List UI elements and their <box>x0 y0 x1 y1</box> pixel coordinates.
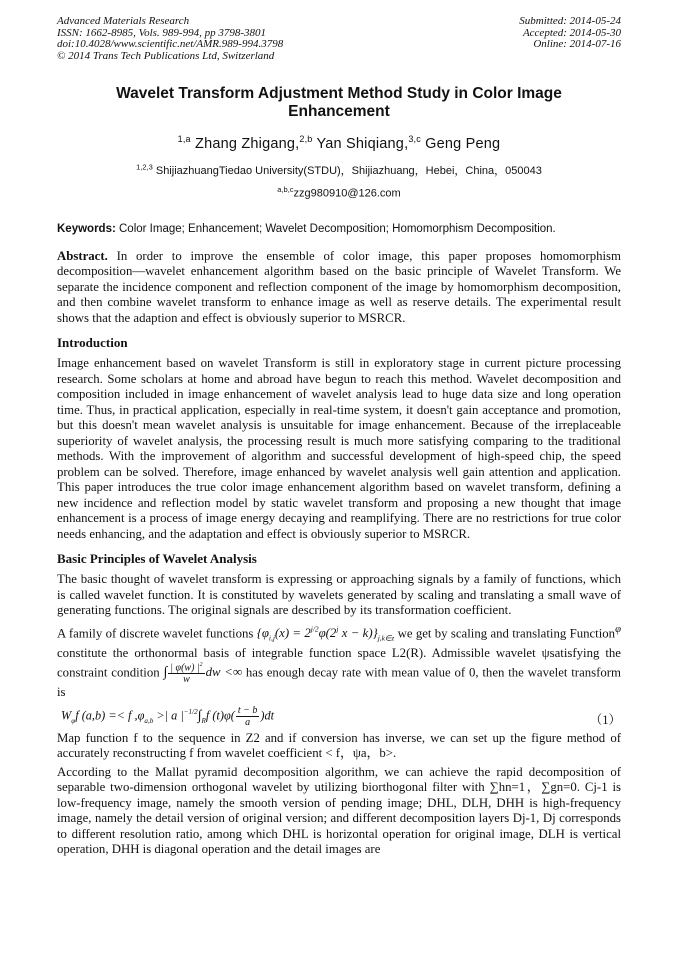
wavelet-family-intro-text: A family of discrete wavelet functions <box>57 626 257 641</box>
principles-paragraph-4: According to the Mallat pyramid decomposition algorithm, we can achieve the rapid decomposition of separable two-dimension orthogonal wavelet by utilizing biorthogonal filter with ∑hn=1，∑gn=0. Cj-1 is low-frequency image, namely the smooth version of pending image; DHL, DLH, DHH is high-frequency image, namely the detail version of original version; and different decomposition layers Dj-1, Dj corresponds to different resolution ratio, among which DHL is horizontal operation for original image, DLH is vertical operation, DHH is diagonal operation and the detail images are <box>57 764 621 856</box>
formula-fragment: φ <box>71 716 76 725</box>
formula-fragment: j,k∈z <box>377 633 395 643</box>
principles-paragraph-3: Map function f to the sequence in Z2 and if conversion has inverse, we can set up the figure method of accurately reconstructing f from wavelet coefficient < f，ψa，b>. <box>57 730 621 760</box>
fraction-denominator: w <box>183 674 190 685</box>
author-1-affil-mark: 1,a <box>177 134 191 145</box>
keywords-line <box>57 222 621 236</box>
scaling-translating-text: we get by scaling and translating Function <box>394 626 616 641</box>
formula-fragment: f (t)φ( <box>205 707 235 722</box>
equation-fraction <box>236 705 260 728</box>
email-line <box>57 185 621 200</box>
fraction-denominator: a <box>245 716 251 728</box>
online-date: Online: 2014-07-16 <box>533 38 621 51</box>
issn-volume-line: ISSN: 1662-8985, Vols. 989-994, pp 3798-3801 <box>57 26 266 39</box>
fraction-numerator <box>168 662 204 674</box>
integral-sign: ∫ <box>163 665 168 681</box>
formula-fragment: | φ(w) | <box>170 662 200 673</box>
formula-fragment: 2 <box>199 661 203 668</box>
submitted-date: Submitted: 2014-05-24 <box>519 15 621 27</box>
email-address: zzg980910@126.com <box>293 187 401 200</box>
formula-fragment: {φ <box>256 626 269 641</box>
formula-fragment: i,j <box>268 633 275 643</box>
keywords-text: Color Image; Enhancement; Wavelet Decomposition; Homomorphism Decomposition. <box>115 222 556 235</box>
fraction-numerator: t − b <box>237 704 258 716</box>
formula-fragment: j <box>336 624 339 634</box>
formula-fragment: )dt <box>260 707 275 722</box>
formula-fragment: j/2 <box>310 624 319 634</box>
integral-domain: R <box>201 716 206 725</box>
affiliation-text: ShijiazhuangTiedao University(STDU)，Shijiazhuang，Hebei，China，050043 <box>152 165 542 178</box>
formula-fragment: x − k)} <box>338 626 378 641</box>
submission-dates <box>519 16 621 62</box>
abstract-label: Abstract. <box>57 248 108 263</box>
principles-paragraph-2 <box>57 622 621 701</box>
constraint-fraction <box>168 662 204 685</box>
keywords-label: Keywords: <box>57 222 116 235</box>
author-3-name: Geng Peng <box>420 136 501 153</box>
journal-header <box>57 16 621 62</box>
formula-fragment: dw <∞ <box>205 665 243 680</box>
journal-name: Advanced Materials Research <box>57 15 190 27</box>
equation-number: （1） <box>589 712 621 727</box>
affiliation-line <box>57 162 621 178</box>
paper-title: Wavelet Transform Adjustment Method Study in Color Image Enhancement <box>116 85 562 121</box>
accepted-date: Accepted: 2014-05-30 <box>522 26 621 39</box>
introduction-paragraph: Image enhancement based on wavelet Transform is still in exploratory stage in current picture processing research. Some scholars at home and abroad have begun to reach this method. Wavelet decomposition and composition included in image enhancement of wavelet analysis lead to huge data size and long operation time. Thus, in practical application, especially in real-time system, it doesn't gain acceptance and promotion, but this doesn't mean wavelet analysis is unsuitable for image enhancement. Because of the irreplaceable superiority of wavelet analysis, the processing result is much more satisfying comparing to the traditional methods. With the improvement of algorithm and successful development of high-speed chip, the speed problem can be solved. Therefore, image enhanced by wavelet analysis well gain attention and application. This paper introduces the true color image enhancement algorithm based on wavelet transform, defining a new incidence and reflection model by static wavelet transform and proposing a new thought that image enhancement is a process of image energy decaying and reamplifying. There are no restrictions for true color needs enhancing, and the adaptation and effect is obviously superior to MSRCR. <box>57 356 621 541</box>
affiliation-marks: 1,2,3 <box>136 162 153 172</box>
author-2-affil-mark: 2,b <box>299 134 313 145</box>
journal-info <box>57 16 283 62</box>
formula-fragment: W <box>61 707 72 722</box>
section-heading-principles: Basic Principles of Wavelet Analysis <box>57 551 257 567</box>
formula-fragment: a,b <box>144 716 154 725</box>
copyright-line: © 2014 Trans Tech Publications Ltd, Switzerland <box>57 49 275 62</box>
principles-paragraph-1: The basic thought of wavelet transform is expressing or approaching signals by a family of functions, which is called wavelet function. It is constituted by wavelets generated by scaling and translating a small wave of generating functions. The original signals are described by its transformation coefficient. <box>57 572 621 618</box>
formula-fragment: f (a,b) =< f ,φ <box>75 707 145 722</box>
author-1-name: Zhang Zhigang, <box>190 136 300 153</box>
integral-sign: ∫ <box>197 707 202 723</box>
formula-fragment: φ(2 <box>318 626 337 641</box>
abstract-paragraph <box>57 249 621 327</box>
formula-fragment: >| a | <box>153 707 184 722</box>
author-3-affil-mark: 3,c <box>408 134 421 145</box>
abstract-text: In order to improve the ensemble of color image, this paper proposes homomorphism decomposition—wavelet enhancement algorithm based on the basic principle of Wavelet Transform. We separate the incidence component and reflection component of the image by homomorphism decomposition, and then combine wavelet transform to enhance image as well as reserve details. The experimental result shows that the adaption and effect is obviously superior to MSRCR. <box>57 248 621 325</box>
phi-symbol: φ <box>615 623 621 635</box>
author-2-name: Yan Shiqiang, <box>312 136 409 153</box>
email-marks: a,b,c <box>277 185 294 195</box>
wavelet-transform-formula <box>61 705 274 728</box>
section-heading-introduction: Introduction <box>57 335 128 351</box>
doi-line: doi:10.4028/www.scientific.net/AMR.989-994.3798 <box>57 38 284 51</box>
equation-1-row <box>61 705 621 728</box>
orthonormal-basis-text: constitute the orthonormal basis of integrable function space L2(R). Admissible wavelet ψsatisfying the constraint condition <box>57 646 621 680</box>
wavelet-family-formula <box>256 624 395 643</box>
admissibility-condition-formula <box>163 661 243 685</box>
formula-fragment: −1/2 <box>183 707 198 716</box>
decay-rate-text: has enough decay rate with mean value of 0, then the wavelet transform is <box>57 665 621 699</box>
authors-line <box>57 134 621 152</box>
formula-fragment: (x) = 2 <box>274 626 311 641</box>
